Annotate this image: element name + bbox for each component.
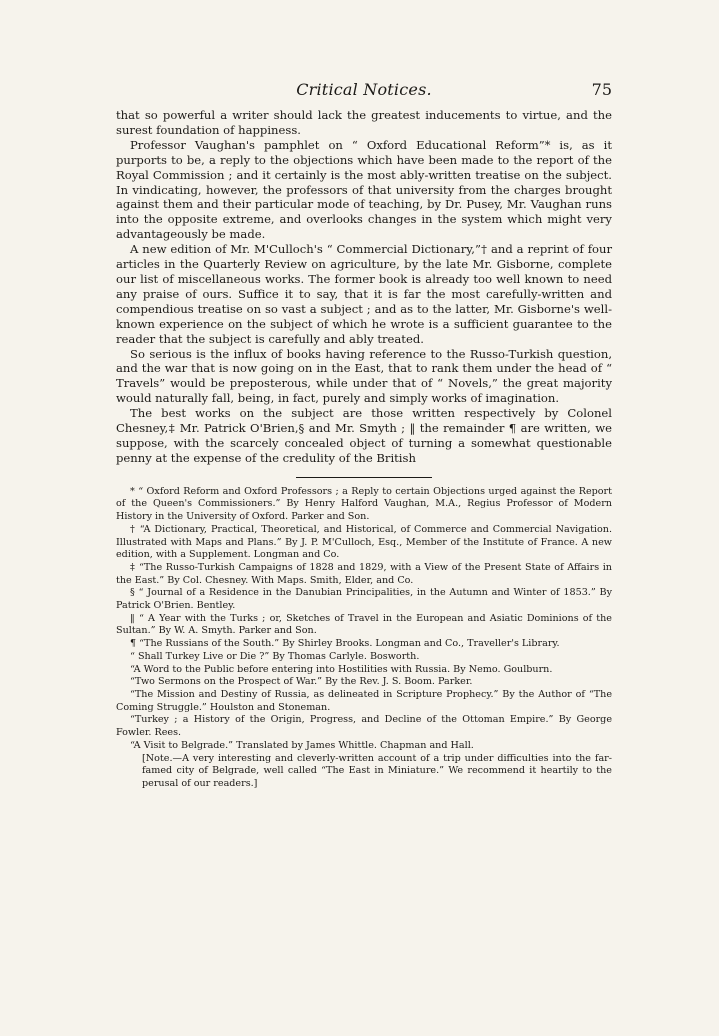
body-text (116, 108, 612, 466)
paragraph: Professor Vaughan's pamphlet on “ Oxford Educational Reform”* is, as it purports to be, a reply to the objections which have been made to the report of the Royal Commission ; and it certainly is the most ably-written treatise on the subject. In vindicating, however, the professors of that university from the charges brought against them and their particular mode of teaching, by Dr. Pusey, Mr. Vaughan runs into the opposite extreme, and overlooks changes in the system which might very advantageously be made. (116, 137, 612, 242)
footnote: † “A Dictionary, Practical, Theoretical, and Historical, of Commerce and Commercial Navigation. Illustrated with Maps and Plans.” By J. P. M'Culloch, Esq., Member of the Institute of France. A new edition, with a Supplement. Longman and Co. (116, 523, 612, 561)
footnote: ‖ “ A Year with the Turks ; or, Sketches of Travel in the European and Asiatic Dominions of the Sultan.” By W. A. Smyth. Parker and Son. (116, 612, 612, 637)
footnote: § “ Journal of a Residence in the Danubian Principalities, in the Autumn and Winter of 1853.” By Patrick O'Brien. Bentley. (116, 587, 612, 612)
footnote: “Turkey ; a History of the Origin, Progress, and Decline of the Ottoman Empire.” By George Fowler. Rees. (116, 714, 612, 739)
footnote: “Two Sermons on the Prospect of War.” By the Rev. J. S. Boom. Parker. (130, 676, 473, 688)
paragraph: that so powerful a writer should lack the greatest inducements to virtue, and the surest foundation of happiness. (116, 108, 612, 137)
page (116, 78, 612, 791)
footnote-rule (296, 477, 432, 478)
footnote: “A Word to the Public before entering into Hostilities with Russia. By Nemo. Goulburn. (130, 663, 553, 675)
footnote-note: [Note.—A very interesting and cleverly-written account of a trip under difficulties into the far-famed city of Belgrade, well called “The East in Miniature.” We recommend it heartily to the perusal of our readers.] (142, 752, 612, 789)
footnote: * “ Oxford Reform and Oxford Professors ; a Reply to certain Objections urged against the Report of the Queen's Commissioners.” By Henry Halford Vaughan, M.A., Regius Professor of Modern History in the University of Oxford. Parker and Son. (116, 485, 612, 523)
paragraph: So serious is the influx of books having reference to the Russo-Turkish question, and the war that is now going on in the East, that to rank them under the head of “ Travels” would be preposterous, while under that of “ Novels,” the great majority would naturally fall, being, in fact, purely and simply works of imagination. (116, 346, 612, 406)
page-number: 75 (591, 80, 612, 99)
footnote: “ Shall Turkey Live or Die ?” By Thomas Carlyle. Bosworth. (130, 650, 420, 662)
running-header (116, 78, 612, 108)
footnote: ‡ “The Russo-Turkish Campaigns of 1828 and 1829, with a View of the Present State of Affairs in the East.” By Col. Chesney. With Maps. Smith, Elder, and Co. (116, 561, 612, 586)
footnote: “A Visit to Belgrade.” Translated by James Whittle. Chapman and Hall. (130, 739, 474, 751)
footnotes (116, 486, 612, 791)
footnote: ¶ “The Russians of the South.” By Shirley Brooks. Longman and Co., Traveller's Library. (130, 638, 560, 650)
footnote: “The Mission and Destiny of Russia, as delineated in Scripture Prophecy.” By the Author of “The Coming Struggle.” Houlston and Stoneman. (116, 689, 612, 713)
paragraph: The best works on the subject are those written respectively by Colonel Chesney,‡ Mr. Patrick O'Brien,§ and Mr. Smyth ; ‖ the remainder ¶ are written, we suppose, with the scarcely concealed object of turning a somewhat questionable penny at the expense of the credulity of the British (116, 406, 612, 465)
running-title: Critical Notices. (296, 80, 432, 99)
paragraph: A new edition of Mr. M'Culloch's “ Commercial Dictionary,”† and a reprint of four articles in the Quarterly Review on agriculture, by the late Mr. Gisborne, complete our list of miscellaneous works. The former book is already too well known to need any praise of ours. Suffice it to say, that it is far the most carefully-written and compendious treatise on so vast a subject ; and as to the latter, Mr. Gisborne's well-known experience on the subject of which he wrote is a sufficient guarantee to the reader that the subject is carefully and ably treated. (116, 242, 612, 346)
